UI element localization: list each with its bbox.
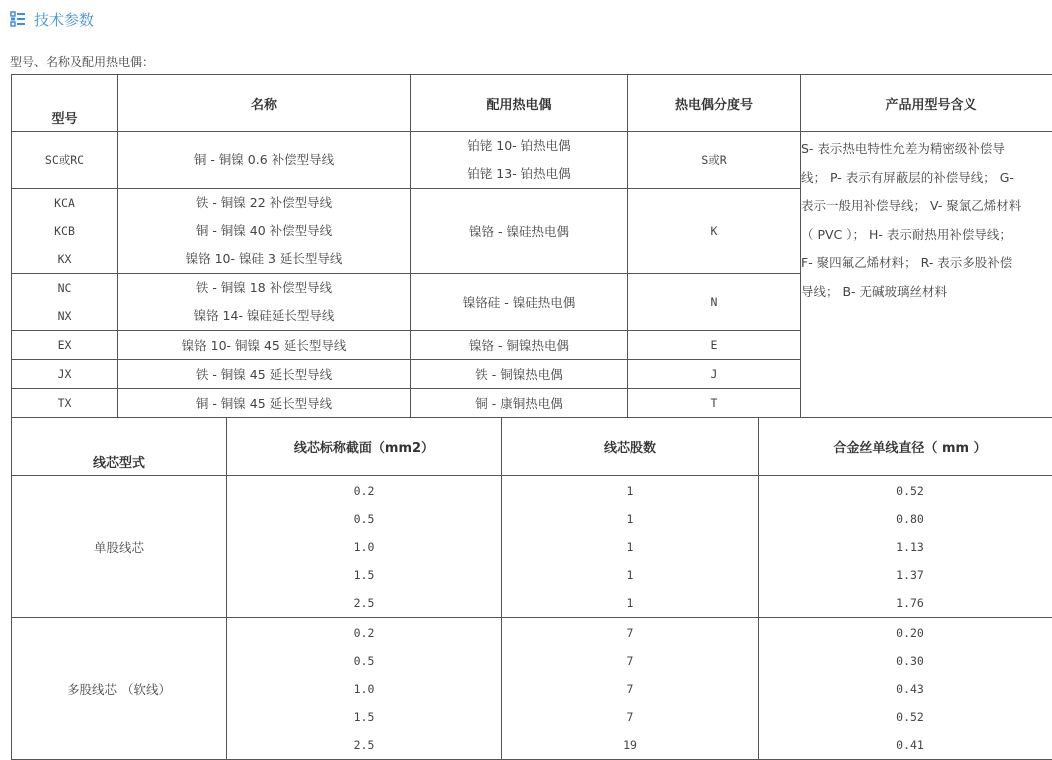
section-text: 0.2 [227,619,501,647]
section-text: 0.5 [227,647,501,675]
strands-text: 19 [502,731,758,759]
meaning-line: S- 表示热电特性允差为精密级补偿导 [801,135,1052,164]
model-text: NX [12,302,117,330]
strands-cell [502,618,759,760]
section-header [10,8,94,30]
diameter-text: 0.20 [759,619,1052,647]
thermocouple-text: 铂铑 10- 铂热电偶 [411,132,627,160]
thermocouple-text: 铂铑 13- 铂热电偶 [411,160,627,188]
name-text: 镍铬 10- 镍硅 3 延长型导线 [118,245,410,273]
model-table-header [12,75,1052,132]
thermocouple-cell: 镍铬 - 镍硅热电偶 [411,189,628,274]
grade-cell: N [628,274,801,331]
grade-cell: T [628,389,801,418]
strands-text: 7 [502,619,758,647]
col-header-core-type: 线芯型式 [12,418,227,476]
section-text: 2.5 [227,589,501,617]
meaning-line: 导线； B- 无碱玻璃丝材料 [801,278,1052,307]
strands-text: 7 [502,675,758,703]
strands-text: 1 [502,505,758,533]
col-header-thermocouple: 配用热电偶 [411,75,628,132]
table-row [12,132,1052,189]
section-text: 2.5 [227,731,501,759]
section-text: 1.5 [227,703,501,731]
col-header-model: 型号 [12,75,118,132]
strands-text: 1 [502,533,758,561]
name-text: 镍铬 14- 镍硅延长型导线 [118,302,410,330]
thermocouple-cell [411,132,628,189]
grade-cell: S或R [628,132,801,189]
name-cell [118,274,411,331]
grade-cell: K [628,189,801,274]
section-cell [227,618,502,760]
section-cell [227,476,502,618]
grade-cell: J [628,360,801,389]
model-cell: SC或RC [12,132,118,189]
section-title: 技术参数 [34,9,94,30]
wire-core-table [11,417,1052,760]
name-cell [118,189,411,274]
diameter-text: 1.76 [759,589,1052,617]
meaning-line: 表示一般用补偿导线； V- 聚氯乙烯材料 [801,192,1052,221]
model-cell [12,274,118,331]
diameter-cell [759,618,1052,760]
col-header-name: 名称 [118,75,411,132]
strands-text: 7 [502,647,758,675]
col-header-section: 线芯标称截面（mm2） [227,418,502,476]
grade-cell: E [628,331,801,360]
name-cell: 铜 - 铜镍 45 延长型导线 [118,389,411,418]
name-text: 铜 - 铜镍 0.6 补偿型导线 [118,146,410,174]
model-text: KX [12,245,117,273]
model-cell: EX [12,331,118,360]
name-cell [118,132,411,189]
col-header-strands: 线芯股数 [502,418,759,476]
col-header-meaning: 产品用型号含义 [801,75,1052,132]
name-text: 铁 - 铜镍 18 补偿型导线 [118,274,410,302]
diameter-text: 0.80 [759,505,1052,533]
name-cell: 镍铬 10- 铜镍 45 延长型导线 [118,331,411,360]
model-cell: TX [12,389,118,418]
meaning-line: F- 聚四氟乙烯材料； R- 表示多股补偿 [801,249,1052,278]
meaning-line: 线； P- 表示有屏蔽层的补偿导线； G- [801,164,1052,193]
col-header-grade: 热电偶分度号 [628,75,801,132]
section-text: 1.0 [227,675,501,703]
model-cell: JX [12,360,118,389]
diameter-cell [759,476,1052,618]
table-caption: 型号、名称及配用热电偶： [10,53,154,70]
model-text: KCB [12,217,117,245]
strands-text: 7 [502,703,758,731]
thermocouple-cell: 铜 - 康铜热电偶 [411,389,628,418]
name-cell: 铁 - 铜镍 45 延长型导线 [118,360,411,389]
diameter-text: 0.43 [759,675,1052,703]
thermocouple-cell: 镍铬 - 铜镍热电偶 [411,331,628,360]
table-row [12,618,1052,760]
strands-text: 1 [502,589,758,617]
section-text: 1.5 [227,561,501,589]
wire-core-table-header [12,418,1052,476]
section-text: 0.2 [227,477,501,505]
section-text: 0.5 [227,505,501,533]
section-text: 1.0 [227,533,501,561]
model-text: KCA [12,189,117,217]
diameter-text: 1.13 [759,533,1052,561]
strands-cell [502,476,759,618]
strands-text: 1 [502,561,758,589]
core-type-cell: 单股线芯 [12,476,227,618]
model-table [11,74,1052,418]
model-cell [12,189,118,274]
diameter-text: 0.52 [759,703,1052,731]
thermocouple-cell: 镍铬硅 - 镍硅热电偶 [411,274,628,331]
core-type-cell: 多股线芯 （软线） [12,618,227,760]
meaning-cell [801,132,1052,418]
diameter-text: 0.41 [759,731,1052,759]
diameter-text: 0.30 [759,647,1052,675]
model-text: NC [12,274,117,302]
table-row [12,476,1052,618]
name-text: 铜 - 铜镍 40 补偿型导线 [118,217,410,245]
list-icon [10,11,26,27]
thermocouple-cell: 铁 - 铜镍热电偶 [411,360,628,389]
diameter-text: 1.37 [759,561,1052,589]
meaning-line: （ PVC ）； H- 表示耐热用补偿导线； [801,221,1052,250]
name-text: 铁 - 铜镍 22 补偿型导线 [118,189,410,217]
strands-text: 1 [502,477,758,505]
col-header-diameter: 合金丝单线直径（ mm ） [759,418,1052,476]
diameter-text: 0.52 [759,477,1052,505]
